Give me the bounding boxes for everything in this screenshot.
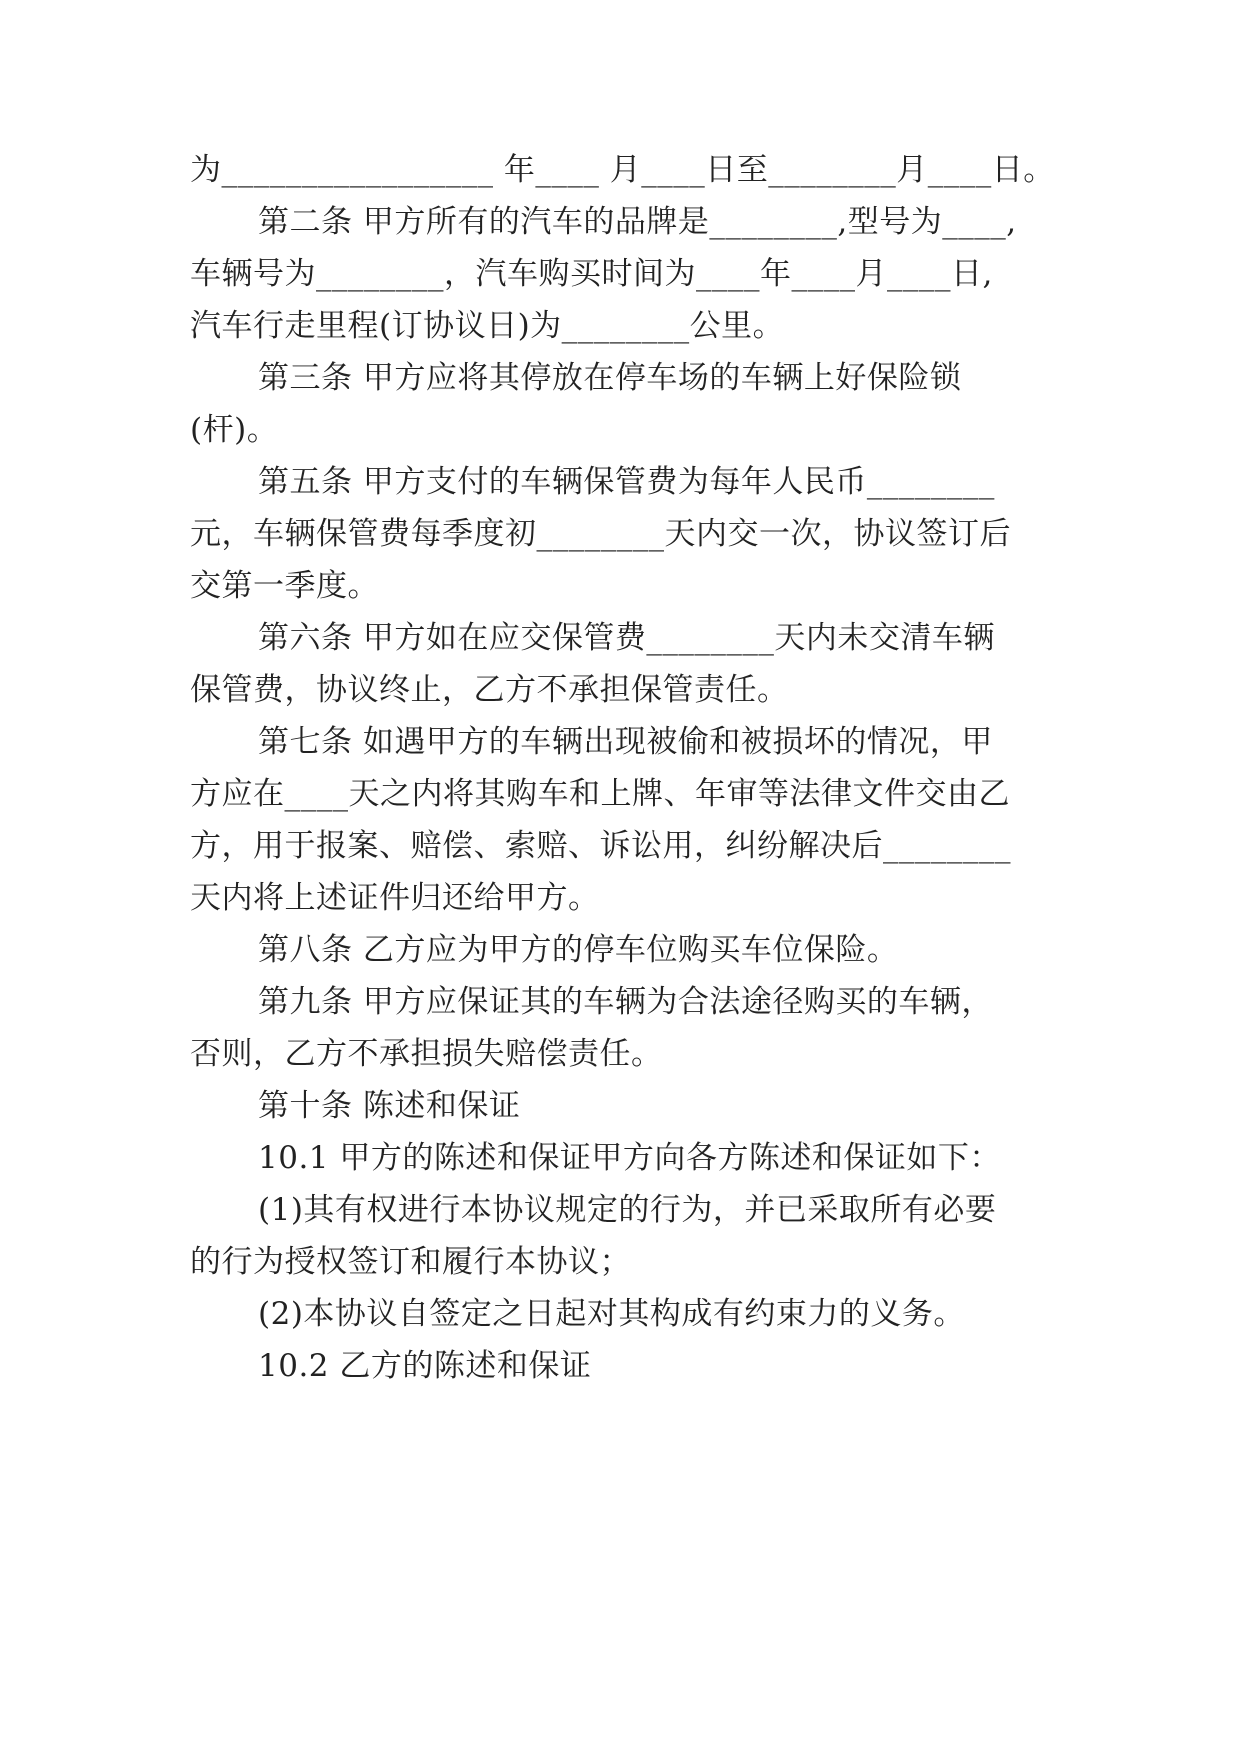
text-line: 方应在____天之内将其购车和上牌、年审等法律文件交由乙 xyxy=(190,776,1010,812)
text-line: 第十条 陈述和保证 xyxy=(258,1088,521,1124)
text-line: 10.2 乙方的陈述和保证 xyxy=(258,1348,592,1384)
text-line: (杆)。 xyxy=(190,412,279,448)
text-line: 交第一季度。 xyxy=(190,568,379,604)
text-line: 为_________________ 年____ 月____日至________月____日。 xyxy=(190,152,1055,188)
text-line: (1)其有权进行本协议规定的行为，并已采取所有必要 xyxy=(258,1192,997,1228)
text-line: 第六条 甲方如在应交保管费________天内未交清车辆 xyxy=(258,620,995,656)
text-line: 第七条 如遇甲方的车辆出现被偷和被损坏的情况，甲 xyxy=(258,724,993,760)
text-line: 汽车行走里程(订协议日)为________公里。 xyxy=(190,308,785,344)
text-line: 第五条 甲方支付的车辆保管费为每年人民币________ xyxy=(258,464,995,500)
text-line: (2)本协议自签定之日起对其构成有约束力的义务。 xyxy=(258,1296,965,1332)
text-line: 保管费，协议终止，乙方不承担保管责任。 xyxy=(190,672,789,708)
text-line: 第八条 乙方应为甲方的停车位购买车位保险。 xyxy=(258,932,899,968)
text-line: 10.1 甲方的陈述和保证甲方向各方陈述和保证如下： xyxy=(258,1140,1001,1176)
text-line: 否则，乙方不承担损失赔偿责任。 xyxy=(190,1036,663,1072)
text-line: 第二条 甲方所有的汽车的品牌是________,型号为____, xyxy=(258,204,1017,240)
text-line: 的行为授权签订和履行本协议； xyxy=(190,1244,631,1280)
text-line: 方，用于报案、赔偿、索赔、诉讼用，纠纷解决后________ xyxy=(190,828,1011,864)
text-line: 第九条 甲方应保证其的车辆为合法途径购买的车辆， xyxy=(258,984,993,1020)
text-line: 元，车辆保管费每季度初________天内交一次，协议签订后 xyxy=(190,516,1011,552)
text-line: 第三条 甲方应将其停放在停车场的车辆上好保险锁 xyxy=(258,360,962,396)
text-line: 车辆号为________，汽车购买时间为____年____月____日, xyxy=(190,256,993,292)
text-line: 天内将上述证件归还给甲方。 xyxy=(190,880,600,916)
